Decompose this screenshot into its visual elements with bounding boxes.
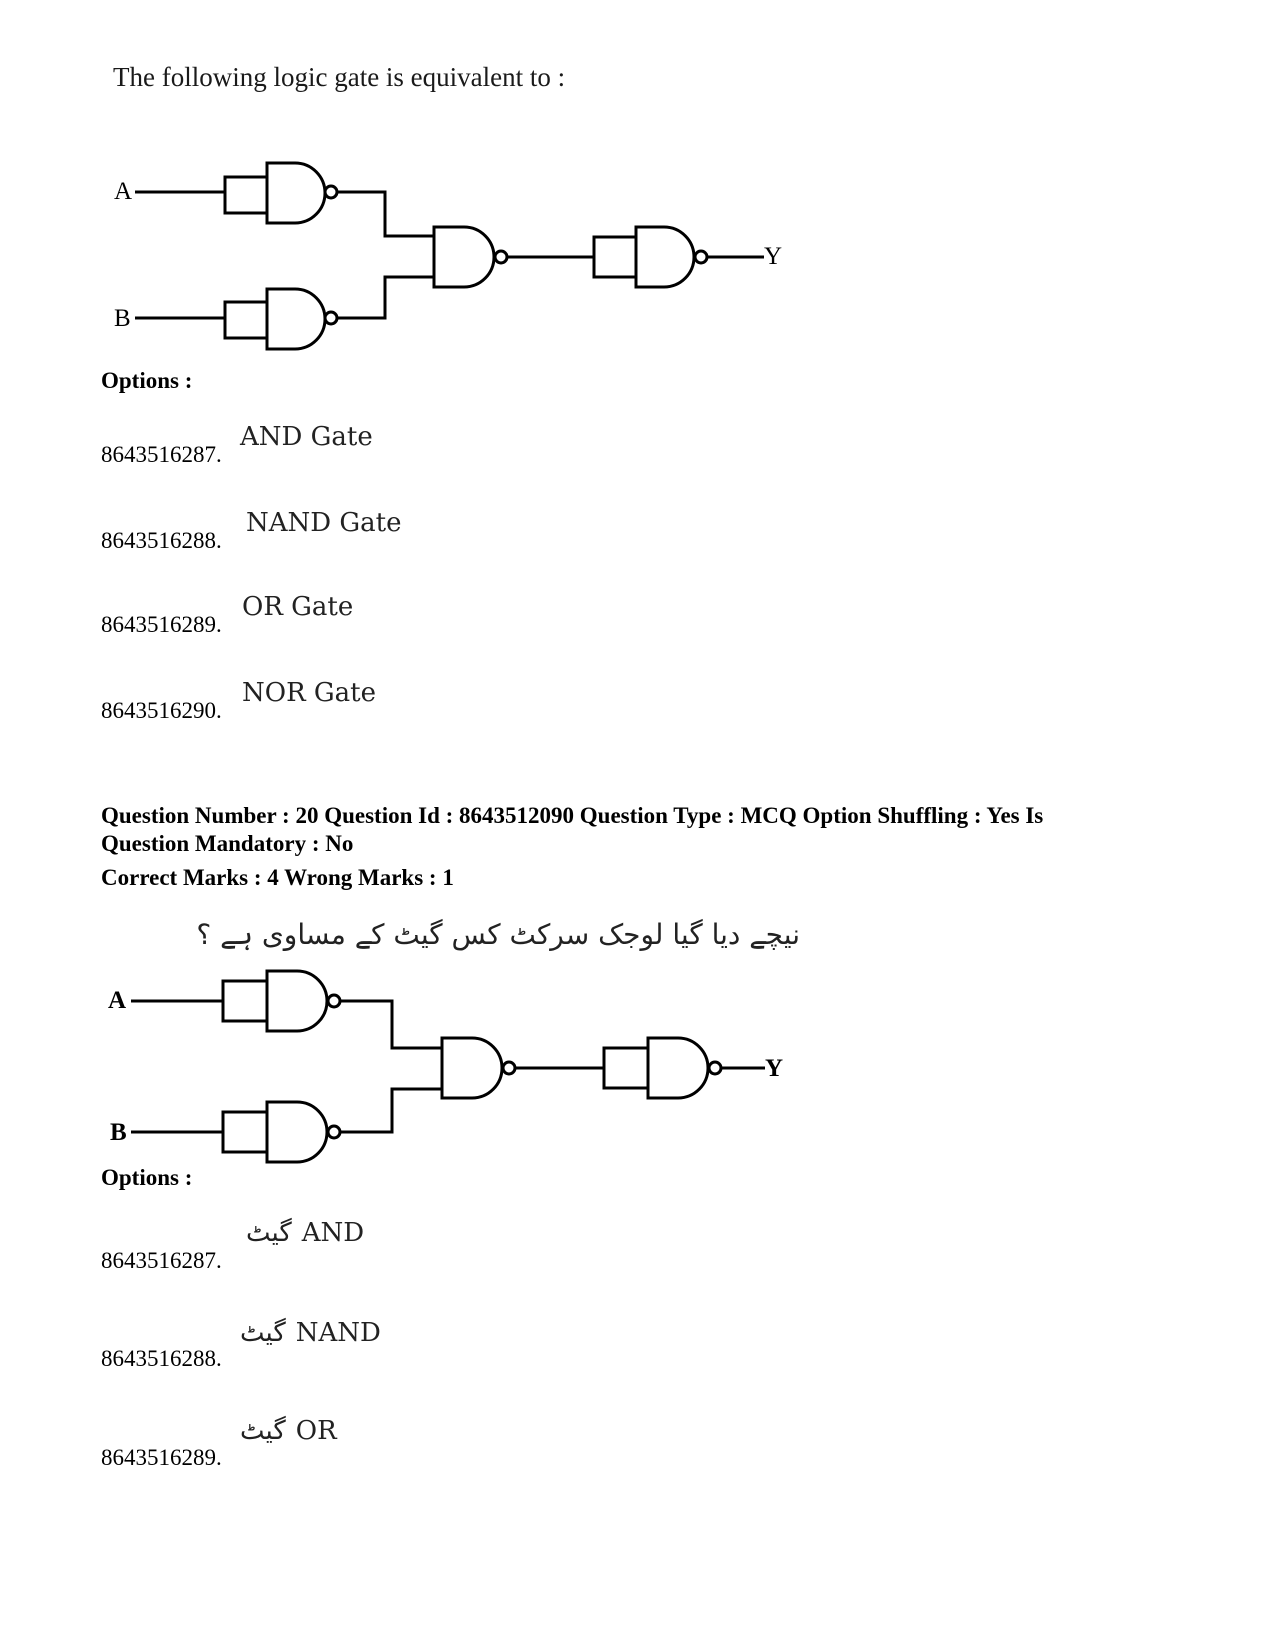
option-text[interactable] bbox=[240, 1416, 337, 1446]
option-english-word: NAND bbox=[295, 1318, 381, 1348]
option-text[interactable]: NAND Gate bbox=[246, 508, 402, 538]
option-english-word: AND bbox=[301, 1218, 365, 1248]
nand-gate-1 bbox=[267, 163, 325, 223]
nand-gate-4 bbox=[648, 1038, 708, 1098]
option-text[interactable] bbox=[246, 1218, 364, 1248]
input-a-label: A bbox=[108, 987, 127, 1014]
options-label: Options : bbox=[101, 368, 193, 393]
logic-circuit-diagram bbox=[100, 150, 820, 370]
nand-gate-3 bbox=[442, 1038, 502, 1098]
option-number: 8643516289. bbox=[101, 612, 222, 637]
option-number: 8643516287. bbox=[101, 1248, 222, 1273]
marks-line: Correct Marks : 4 Wrong Marks : 1 bbox=[101, 865, 454, 890]
option-number: 8643516290. bbox=[101, 698, 222, 723]
option-urdu-word: گیٹ bbox=[240, 1318, 286, 1348]
option-text[interactable] bbox=[240, 1318, 381, 1348]
nand-gate-4 bbox=[636, 227, 694, 287]
question-stem: The following logic gate is equivalent to : bbox=[113, 62, 566, 92]
option-english-word: OR bbox=[295, 1416, 337, 1446]
option-text[interactable]: NOR Gate bbox=[242, 678, 377, 708]
option-text[interactable]: AND Gate bbox=[240, 422, 373, 452]
option-text[interactable]: OR Gate bbox=[242, 592, 354, 622]
option-number: 8643516288. bbox=[101, 528, 222, 553]
question-meta-line: Question Mandatory : No bbox=[101, 831, 354, 856]
input-b-label: B bbox=[110, 1119, 127, 1146]
option-urdu-word: گیٹ bbox=[246, 1218, 292, 1248]
option-number: 8643516287. bbox=[101, 442, 222, 467]
option-number: 8643516288. bbox=[101, 1346, 222, 1371]
input-a-label: A bbox=[114, 178, 133, 205]
nand-gate-2 bbox=[267, 289, 325, 349]
nand-gate-1 bbox=[267, 971, 327, 1031]
output-y-label: Y bbox=[764, 243, 783, 270]
nand-gate-2 bbox=[267, 1102, 327, 1162]
logic-circuit-diagram bbox=[98, 960, 818, 1185]
output-y-label: Y bbox=[765, 1055, 784, 1082]
option-number: 8643516289. bbox=[101, 1445, 222, 1470]
question-stem-urdu: نیچے دیا گیا لوجک سرکٹ کس گیٹ کے مساوی ہے ؟ bbox=[196, 918, 800, 951]
question-meta-line: Question Number : 20 Question Id : 8643512090 Question Type : MCQ Option Shuffling : Yes Is bbox=[101, 803, 1044, 828]
option-urdu-word: گیٹ bbox=[240, 1416, 286, 1446]
nand-gate-3 bbox=[434, 227, 494, 287]
options-label: Options : bbox=[101, 1165, 193, 1190]
input-b-label: B bbox=[114, 305, 131, 332]
